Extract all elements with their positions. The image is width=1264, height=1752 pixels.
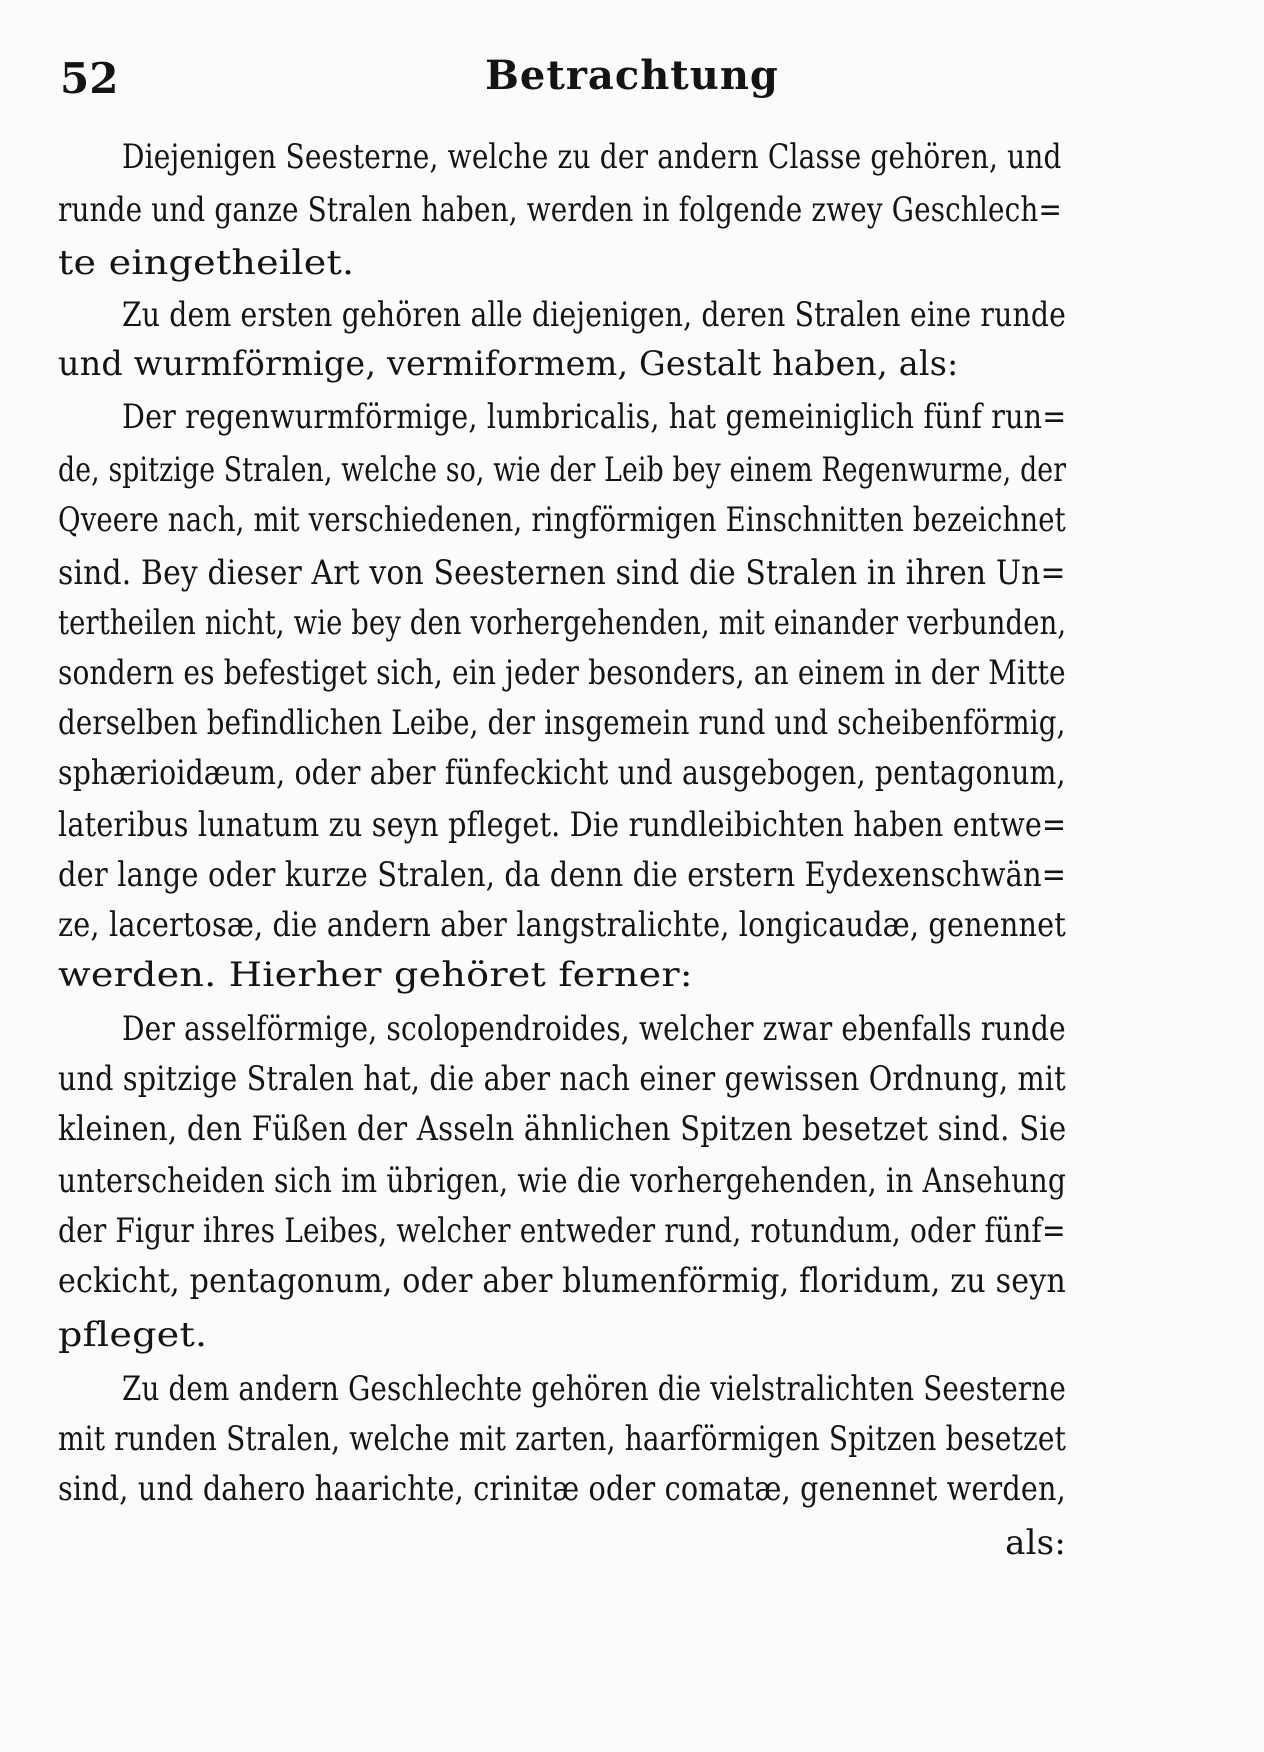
body-line: als:	[1005, 1523, 1066, 1563]
body-line: sondern es befestiget sich, ein jeder besonders, an einem in der Mitte	[58, 653, 1066, 693]
body-line: derselben befindlichen Leibe, der insgemein rund und scheibenförmig,	[58, 703, 1066, 743]
body-line: te eingetheilet.	[58, 243, 355, 283]
body-line: Der regenwurmförmige, lumbricalis, hat gemeiniglich fünf run=	[122, 397, 1067, 437]
body-line: Zu dem ersten gehören alle diejenigen, deren Stralen eine runde	[122, 295, 1066, 335]
body-line: und spitzige Stralen hat, die aber nach einer gewissen Ordnung, mit	[58, 1059, 1066, 1099]
body-line: Zu dem andern Geschlechte gehören die vielstralichten Seesterne	[122, 1369, 1066, 1409]
body-line: kleinen, den Füßen der Asseln ähnlichen Spitzen besetzet sind. Sie	[58, 1109, 1067, 1149]
body-line: Der asselförmige, scolopendroides, welcher zwar ebenfalls runde	[122, 1009, 1066, 1049]
running-head: Betrachtung	[485, 52, 779, 99]
body-line: der lange oder kurze Stralen, da denn die erstern Eydexenschwän=	[58, 855, 1067, 895]
body-line: de, spitzige Stralen, welche so, wie der Leib bey einem Regenwurme, der	[58, 450, 1067, 490]
body-line: pfleget.	[58, 1315, 208, 1355]
body-line: mit runden Stralen, welche mit zarten, haarförmigen Spitzen besetzet	[58, 1419, 1066, 1459]
page-number: 52	[60, 54, 119, 103]
body-line: runde und ganze Stralen haben, werden in folgende zwey Geschlech=	[58, 190, 1063, 230]
body-line: und wurmförmige, vermiformem, Gestalt haben, als:	[58, 344, 959, 384]
body-line: sind. Bey dieser Art von Seesternen sind die Stralen in ihren Un=	[58, 553, 1066, 593]
body-line: eckicht, pentagonum, oder aber blumenförmig, floridum, zu seyn	[58, 1261, 1066, 1301]
body-line: sind, und dahero haarichte, crinitæ oder comatæ, genennet werden,	[58, 1469, 1066, 1509]
body-line: werden. Hierher gehöret ferner:	[58, 955, 693, 995]
body-line: Diejenigen Seesterne, welche zu der andern Classe gehören, und	[122, 137, 1062, 177]
body-line: unterscheiden sich im übrigen, wie die vorhergehenden, in Ansehung	[58, 1161, 1067, 1201]
body-line: tertheilen nicht, wie bey den vorhergehenden, mit einander verbunden,	[58, 603, 1067, 643]
body-line: lateribus lunatum zu seyn pfleget. Die rundleibichten haben entwe=	[58, 805, 1067, 845]
body-line: Qveere nach, mit verschiedenen, ringförmigen Einschnitten bezeichnet	[58, 500, 1066, 540]
body-line: der Figur ihres Leibes, welcher entweder rund, rotundum, oder fünf=	[58, 1211, 1066, 1251]
body-line: ze, lacertosæ, die andern aber langstralichte, longicaudæ, genennet	[58, 905, 1066, 945]
body-line: sphærioidæum, oder aber fünfeckicht und ausgebogen, pentagonum,	[58, 753, 1066, 793]
